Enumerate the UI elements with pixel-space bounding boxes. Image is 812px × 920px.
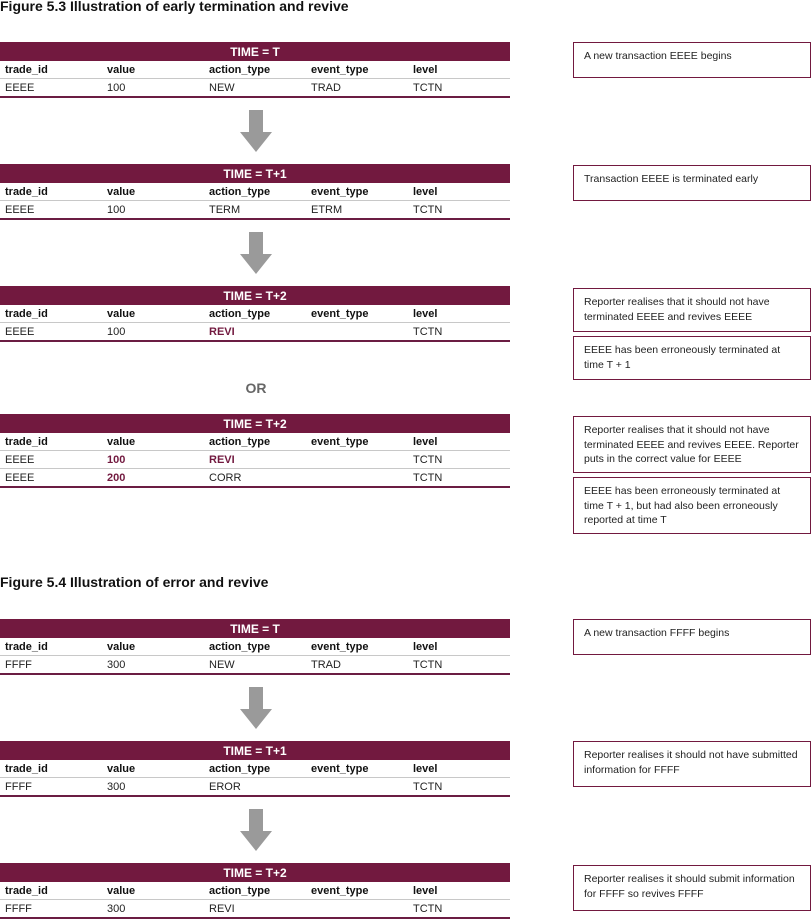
col-header-event-type: event_type xyxy=(306,183,408,201)
table-row xyxy=(0,900,510,919)
col-header-value: value xyxy=(102,760,204,778)
col-header-level: level xyxy=(408,305,510,323)
cell-trade-id: EEEE xyxy=(0,451,102,469)
cell-level: TCTN xyxy=(413,658,443,671)
cell-value: 300 xyxy=(107,780,126,793)
cell-level: TCTN xyxy=(413,902,443,915)
note-should-not-have-submitted: Reporter realises it should not have submitted information for FFFF xyxy=(573,741,811,787)
note-erroneously-reported: EEEE has been erroneously terminated at time T + 1, but had also been erroneously reported at time T xyxy=(573,477,811,534)
table-row xyxy=(0,469,510,488)
cell-value: 100 xyxy=(107,325,126,338)
table-row xyxy=(0,79,510,98)
down-arrow-icon xyxy=(240,232,272,274)
time-banner: TIME = T+2 xyxy=(0,863,510,882)
cell-action-type: NEW xyxy=(209,81,235,94)
col-header-event-type: event_type xyxy=(306,61,408,79)
col-header-value: value xyxy=(102,882,204,900)
time-banner: TIME = T xyxy=(0,619,510,638)
cell-action-type: REVI xyxy=(209,902,235,915)
down-arrow-icon xyxy=(240,809,272,851)
col-header-event-type: event_type xyxy=(306,638,408,656)
col-header-trade-id: trade_id xyxy=(0,638,102,656)
table-fig54-time-t2 xyxy=(0,863,510,919)
time-banner: TIME = T xyxy=(0,42,510,61)
table-row xyxy=(0,451,510,469)
col-header-level: level xyxy=(408,433,510,451)
col-header-action-type: action_type xyxy=(204,183,306,201)
cell-trade-id: EEEE xyxy=(5,471,35,484)
cell-value: 100 xyxy=(107,81,126,94)
col-header-level: level xyxy=(408,183,510,201)
cell-event-type xyxy=(306,323,408,342)
down-arrow-icon xyxy=(240,687,272,729)
figure-5-3-title: Figure 5.3 Illustration of early termination and revive xyxy=(0,0,349,14)
cell-action-type: CORR xyxy=(209,471,242,484)
col-header-value: value xyxy=(102,61,204,79)
col-header-value: value xyxy=(102,638,204,656)
cell-trade-id: EEEE xyxy=(5,203,35,216)
cell-action-type: REVI xyxy=(204,451,306,469)
table-row xyxy=(0,201,510,220)
cell-action-type: EROR xyxy=(209,780,241,793)
cell-trade-id: EEEE xyxy=(5,81,35,94)
cell-level: TCTN xyxy=(408,451,510,469)
cell-action-type: NEW xyxy=(209,658,235,671)
cell-trade-id: FFFF xyxy=(5,658,32,671)
col-header-level: level xyxy=(408,61,510,79)
col-header-trade-id: trade_id xyxy=(0,305,102,323)
col-header-action-type: action_type xyxy=(204,638,306,656)
cell-trade-id: FFFF xyxy=(5,780,32,793)
cell-value: 100 xyxy=(107,203,126,216)
figure-5-4-title: Figure 5.4 Illustration of error and revive xyxy=(0,574,269,590)
col-header-action-type: action_type xyxy=(204,433,306,451)
cell-trade-id: EEEE xyxy=(5,325,35,338)
cell-value: 300 xyxy=(107,658,126,671)
note-erroneously-terminated: EEEE has been erroneously terminated at time T + 1 xyxy=(573,336,811,380)
cell-event-type xyxy=(306,469,408,488)
table-fig54-time-t xyxy=(0,619,510,675)
col-header-event-type: event_type xyxy=(306,433,408,451)
cell-event-type xyxy=(306,900,408,919)
table-row xyxy=(0,778,510,797)
col-header-trade-id: trade_id xyxy=(0,433,102,451)
note-revives-ffff: Reporter realises it should submit information for FFFF so revives FFFF xyxy=(573,865,811,911)
down-arrow-icon xyxy=(240,110,272,152)
time-banner: TIME = T+2 xyxy=(0,286,510,305)
cell-value: 200 xyxy=(107,471,126,484)
col-header-trade-id: trade_id xyxy=(0,61,102,79)
col-header-value: value xyxy=(102,305,204,323)
cell-trade-id: FFFF xyxy=(5,902,32,915)
note-terminated-early: Transaction EEEE is terminated early xyxy=(573,165,811,201)
col-header-action-type: action_type xyxy=(204,305,306,323)
time-banner: TIME = T+1 xyxy=(0,164,510,183)
table-fig53-time-t2-alt xyxy=(0,414,510,488)
col-header-action-type: action_type xyxy=(204,882,306,900)
cell-value: 300 xyxy=(107,902,126,915)
cell-action-type: REVI xyxy=(209,325,235,338)
time-banner: TIME = T+1 xyxy=(0,741,510,760)
table-fig53-time-t xyxy=(0,42,510,98)
col-header-level: level xyxy=(408,760,510,778)
cell-level: TCTN xyxy=(413,81,443,94)
note-revives-correct-value: Reporter realises that it should not have terminated EEEE and revives EEEE. Reporter puts in the correct value for EEEE xyxy=(573,416,811,473)
col-header-event-type: event_type xyxy=(306,760,408,778)
note-revives-eeee: Reporter realises that it should not have terminated EEEE and revives EEEE xyxy=(573,288,811,332)
col-header-value: value xyxy=(102,183,204,201)
cell-event-type: TRAD xyxy=(311,81,341,94)
col-header-trade-id: trade_id xyxy=(0,760,102,778)
table-fig54-time-t1 xyxy=(0,741,510,797)
cell-event-type: ETRM xyxy=(311,203,343,216)
table-fig53-time-t1 xyxy=(0,164,510,220)
cell-level: TCTN xyxy=(413,780,443,793)
col-header-event-type: event_type xyxy=(306,305,408,323)
cell-level: TCTN xyxy=(413,203,443,216)
col-header-value: value xyxy=(102,433,204,451)
cell-event-type xyxy=(306,778,408,797)
col-header-event-type: event_type xyxy=(306,882,408,900)
col-header-trade-id: trade_id xyxy=(0,183,102,201)
col-header-action-type: action_type xyxy=(204,61,306,79)
or-label: OR xyxy=(245,380,267,396)
note-new-transaction-eeee: A new transaction EEEE begins xyxy=(573,42,811,78)
cell-value: 100 xyxy=(102,451,204,469)
table-row xyxy=(0,656,510,675)
cell-action-type: TERM xyxy=(209,203,241,216)
col-header-level: level xyxy=(408,638,510,656)
col-header-trade-id: trade_id xyxy=(0,882,102,900)
col-header-level: level xyxy=(408,882,510,900)
time-banner: TIME = T+2 xyxy=(0,414,510,433)
cell-level: TCTN xyxy=(413,471,443,484)
note-new-transaction-ffff: A new transaction FFFF begins xyxy=(573,619,811,655)
cell-event-type: TRAD xyxy=(311,658,341,671)
cell-event-type xyxy=(306,451,408,469)
table-row xyxy=(0,323,510,342)
cell-level: TCTN xyxy=(413,325,443,338)
col-header-action-type: action_type xyxy=(204,760,306,778)
table-fig53-time-t2 xyxy=(0,286,510,342)
